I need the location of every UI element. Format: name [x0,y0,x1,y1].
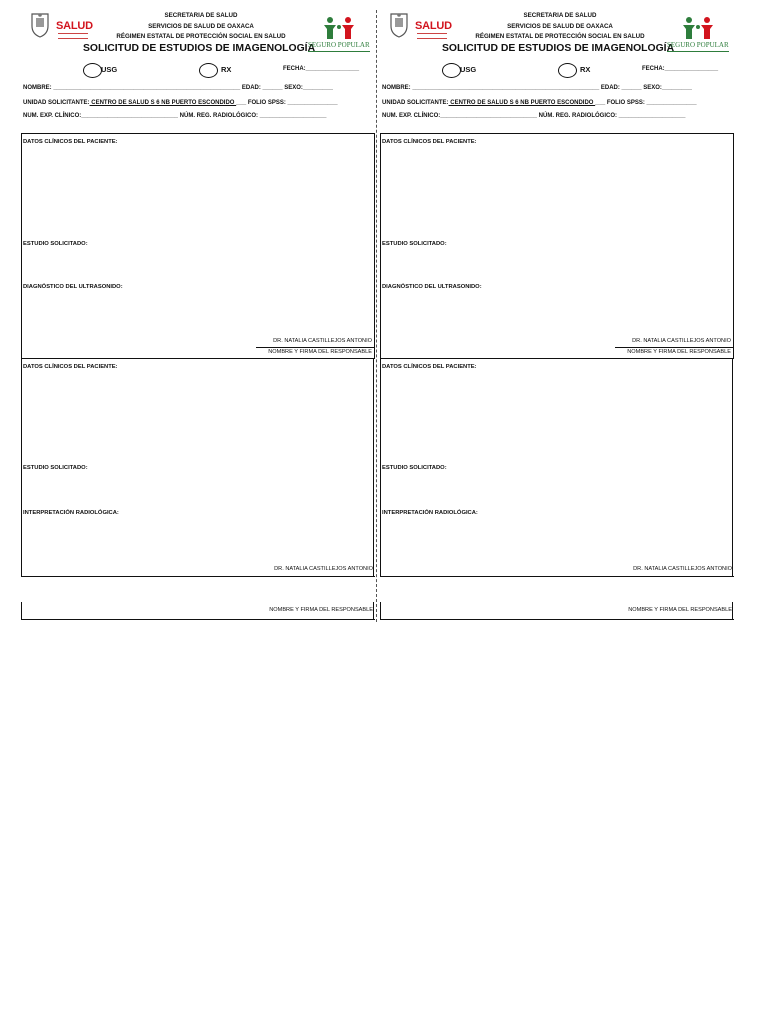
seguro-popular-underline [667,51,729,52]
rx-option-circle[interactable] [199,63,218,78]
signature-caption-2: NOMBRE Y FIRMA DEL RESPONSABLE [269,607,373,613]
unidad-value: CENTRO DE SALUD S 6 NB PUERTO ESCONDIDO [89,100,237,106]
fecha-field[interactable]: FECHA:________________ [283,66,360,72]
signature-box-left-border [21,602,22,620]
doctor-name: DR. NATALIA CASTILLEJOS ANTONIO [273,338,372,344]
estudio-solicitado-label: ESTUDIO SOLICITADO: [23,241,88,247]
datos-clinicos-label: DATOS CLÍNICOS DEL PACIENTE: [382,139,477,145]
datos-clinicos-label-2: DATOS CLÍNICOS DEL PACIENTE: [23,364,118,370]
estudio-solicitado-label: ESTUDIO SOLICITADO: [382,241,447,247]
usg-option-label: USG [101,65,118,74]
seguro-popular-family-icon [680,15,716,41]
header-line-2: SERVICIOS DE SALUD DE OAXACA [507,22,613,30]
salud-logo-underline [58,33,88,39]
interpretacion-label: INTERPRETACIÓN RADIOLÓGICA: [382,510,478,516]
section2-right-border [373,358,374,577]
signature-caption: NOMBRE Y FIRMA DEL RESPONSABLE [627,349,731,355]
salud-logo-underline [417,33,447,39]
datos-clinicos-label-2: DATOS CLÍNICOS DEL PACIENTE: [382,364,477,370]
form-title: SOLICITUD DE ESTUDIOS DE IMAGENOLOGÍA [442,43,675,54]
datos-clinicos-label: DATOS CLÍNICOS DEL PACIENTE: [23,139,118,145]
unidad-label: UNIDAD SOLICITANTE: [23,100,90,106]
diagnostico-label: DIAGNÓSTICO DEL ULTRASONIDO: [23,284,123,290]
oaxaca-shield-icon [30,12,50,38]
signature-box-left-border [380,602,381,620]
doctor-name-2: DR. NATALIA CASTILLEJOS ANTONIO [274,566,373,572]
signature-box-right-border [373,602,374,620]
folio-field: ___ FOLIO SPSS: _______________ [236,100,338,106]
rx-option-label: RX [221,65,232,74]
signature-box-bottom-line [380,619,734,620]
fecha-field[interactable]: FECHA:________________ [642,66,719,72]
folio-field: ___ FOLIO SPSS: _______________ [595,100,697,106]
salud-logo: SALUD [56,20,93,32]
request-form-left [21,0,379,626]
section2-left-border [380,358,381,577]
header-lines [91,11,311,43]
expediente-field[interactable]: NUM. EXP. CLÍNICO:_____________________________ NÚM. REG. RADIOLÓGICO: ____________________ [23,113,327,119]
rx-option-label: RX [580,65,591,74]
ultrasound-section [21,133,375,359]
signature-line [256,347,374,348]
unidad-label: UNIDAD SOLICITANTE: [382,100,449,106]
signature-caption-2: NOMBRE Y FIRMA DEL RESPONSABLE [628,607,732,613]
estudio-solicitado-label-2: ESTUDIO SOLICITADO: [23,465,88,471]
unidad-field[interactable] [23,100,338,106]
doctor-name-2: DR. NATALIA CASTILLEJOS ANTONIO [633,566,732,572]
signature-line [615,347,733,348]
usg-option-label: USG [460,65,477,74]
usg-option-circle[interactable] [83,63,102,78]
header-line-3: RÉGIMEN ESTATAL DE PROTECCIÓN SOCIAL EN SALUD [475,33,645,40]
header-line-2: SERVICIOS DE SALUD DE OAXACA [148,22,254,30]
section2-bottom-line [380,576,734,577]
expediente-field[interactable]: NUM. EXP. CLÍNICO:_____________________________ NÚM. REG. RADIOLÓGICO: ____________________ [382,113,686,119]
header-line-1: SECRETARIA DE SALUD [523,12,597,19]
rx-option-circle[interactable] [558,63,577,78]
interpretacion-label: INTERPRETACIÓN RADIOLÓGICA: [23,510,119,516]
section2-left-border [21,358,22,577]
unidad-field[interactable] [382,100,697,106]
seguro-popular-logo: SEGURO POPULAR [667,41,729,49]
oaxaca-shield-icon [389,12,409,38]
header-line-1: SECRETARIA DE SALUD [164,12,238,19]
header-lines [450,11,670,43]
nombre-field[interactable]: NOMBRE: ________________________________________________________ EDAD: ______ SEXO:_________ [382,85,692,91]
nombre-field[interactable]: NOMBRE: ________________________________________________________ EDAD: ______ SEXO:_________ [23,85,333,91]
form-header [21,0,379,58]
salud-logo: SALUD [415,20,452,32]
seguro-popular-family-icon [321,15,357,41]
form-header [380,0,738,58]
usg-option-circle[interactable] [442,63,461,78]
seguro-popular-logo: SEGURO POPULAR [308,41,370,49]
request-form-right [380,0,738,626]
section2-bottom-line [21,576,375,577]
signature-box-right-border [732,602,733,620]
signature-box-bottom-line [21,619,375,620]
seguro-popular-underline [308,51,370,52]
header-line-3: RÉGIMEN ESTATAL DE PROTECCIÓN SOCIAL EN SALUD [116,33,286,40]
doctor-name: DR. NATALIA CASTILLEJOS ANTONIO [632,338,731,344]
signature-caption: NOMBRE Y FIRMA DEL RESPONSABLE [268,349,372,355]
diagnostico-label: DIAGNÓSTICO DEL ULTRASONIDO: [382,284,482,290]
section2-right-border [732,358,733,577]
estudio-solicitado-label-2: ESTUDIO SOLICITADO: [382,465,447,471]
form-title: SOLICITUD DE ESTUDIOS DE IMAGENOLOGÍA [83,43,316,54]
ultrasound-section [380,133,734,359]
unidad-value: CENTRO DE SALUD S 6 NB PUERTO ESCONDIDO [448,100,596,106]
